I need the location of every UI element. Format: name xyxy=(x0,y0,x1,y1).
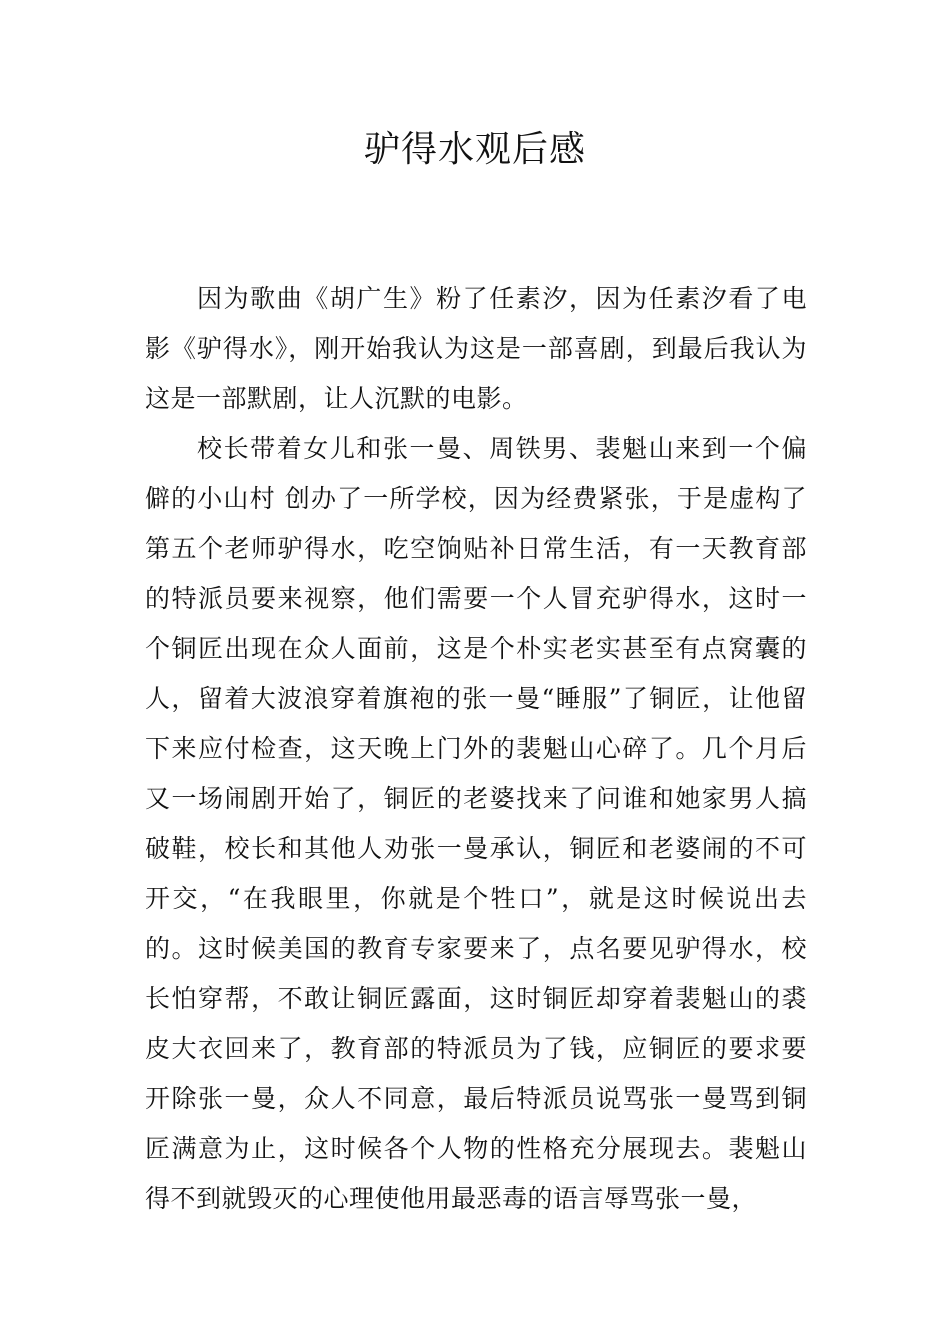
document-title: 驴得水观后感 xyxy=(363,129,586,170)
document-body xyxy=(145,274,807,1224)
paragraph-1: 因为歌曲《胡广生》粉了任素汐，因为任素汐看了电影《驴得水》，刚开始我认为这是一部喜剧，到最后我认为这是一部默剧，让人沉默的电影。 xyxy=(145,284,807,413)
paragraph-2: 校长带着女儿和张一曼、周铁男、裴魁山来到一个偏僻的小山村 创办了一所学校，因为经费紧张，于是虚构了第五个老师驴得水，吃空饷贴补日常生活，有一天教育部的特派员要来视察，他们需要一个人冒充驴得水，这时一个铜匠出现在众人面前，这是个朴实老实甚至有点窝囊的人，留着大波浪穿着旗袍的张一曼“睡服”了铜匠，让他留下来应付检查，这天晚上门外的裴魁山心碎了。几个月后又一场闹剧开始了，铜匠的老婆找来了问谁和她家男人搞破鞋，校长和其他人劝张一曼承认，铜匠和老婆闹的不可开交，“在我眼里，你就是个牲口”，就是这时候说出去的。这时候美国的教育专家要来了，点名要见驴得水，校长怕穿帮，不敢让铜匠露面，这时铜匠却穿着裴魁山的裘皮大衣回来了，教育部的特派员为了钱，应铜匠的要求要开除张一曼，众人不同意，最后特派员说骂张一曼骂到铜匠满意为止，这时候各个人物的性格充分展现去。裴魁山得不到就毁灭的心理使他用最恶毒的语言辱骂张一曼， xyxy=(145,434,807,1213)
